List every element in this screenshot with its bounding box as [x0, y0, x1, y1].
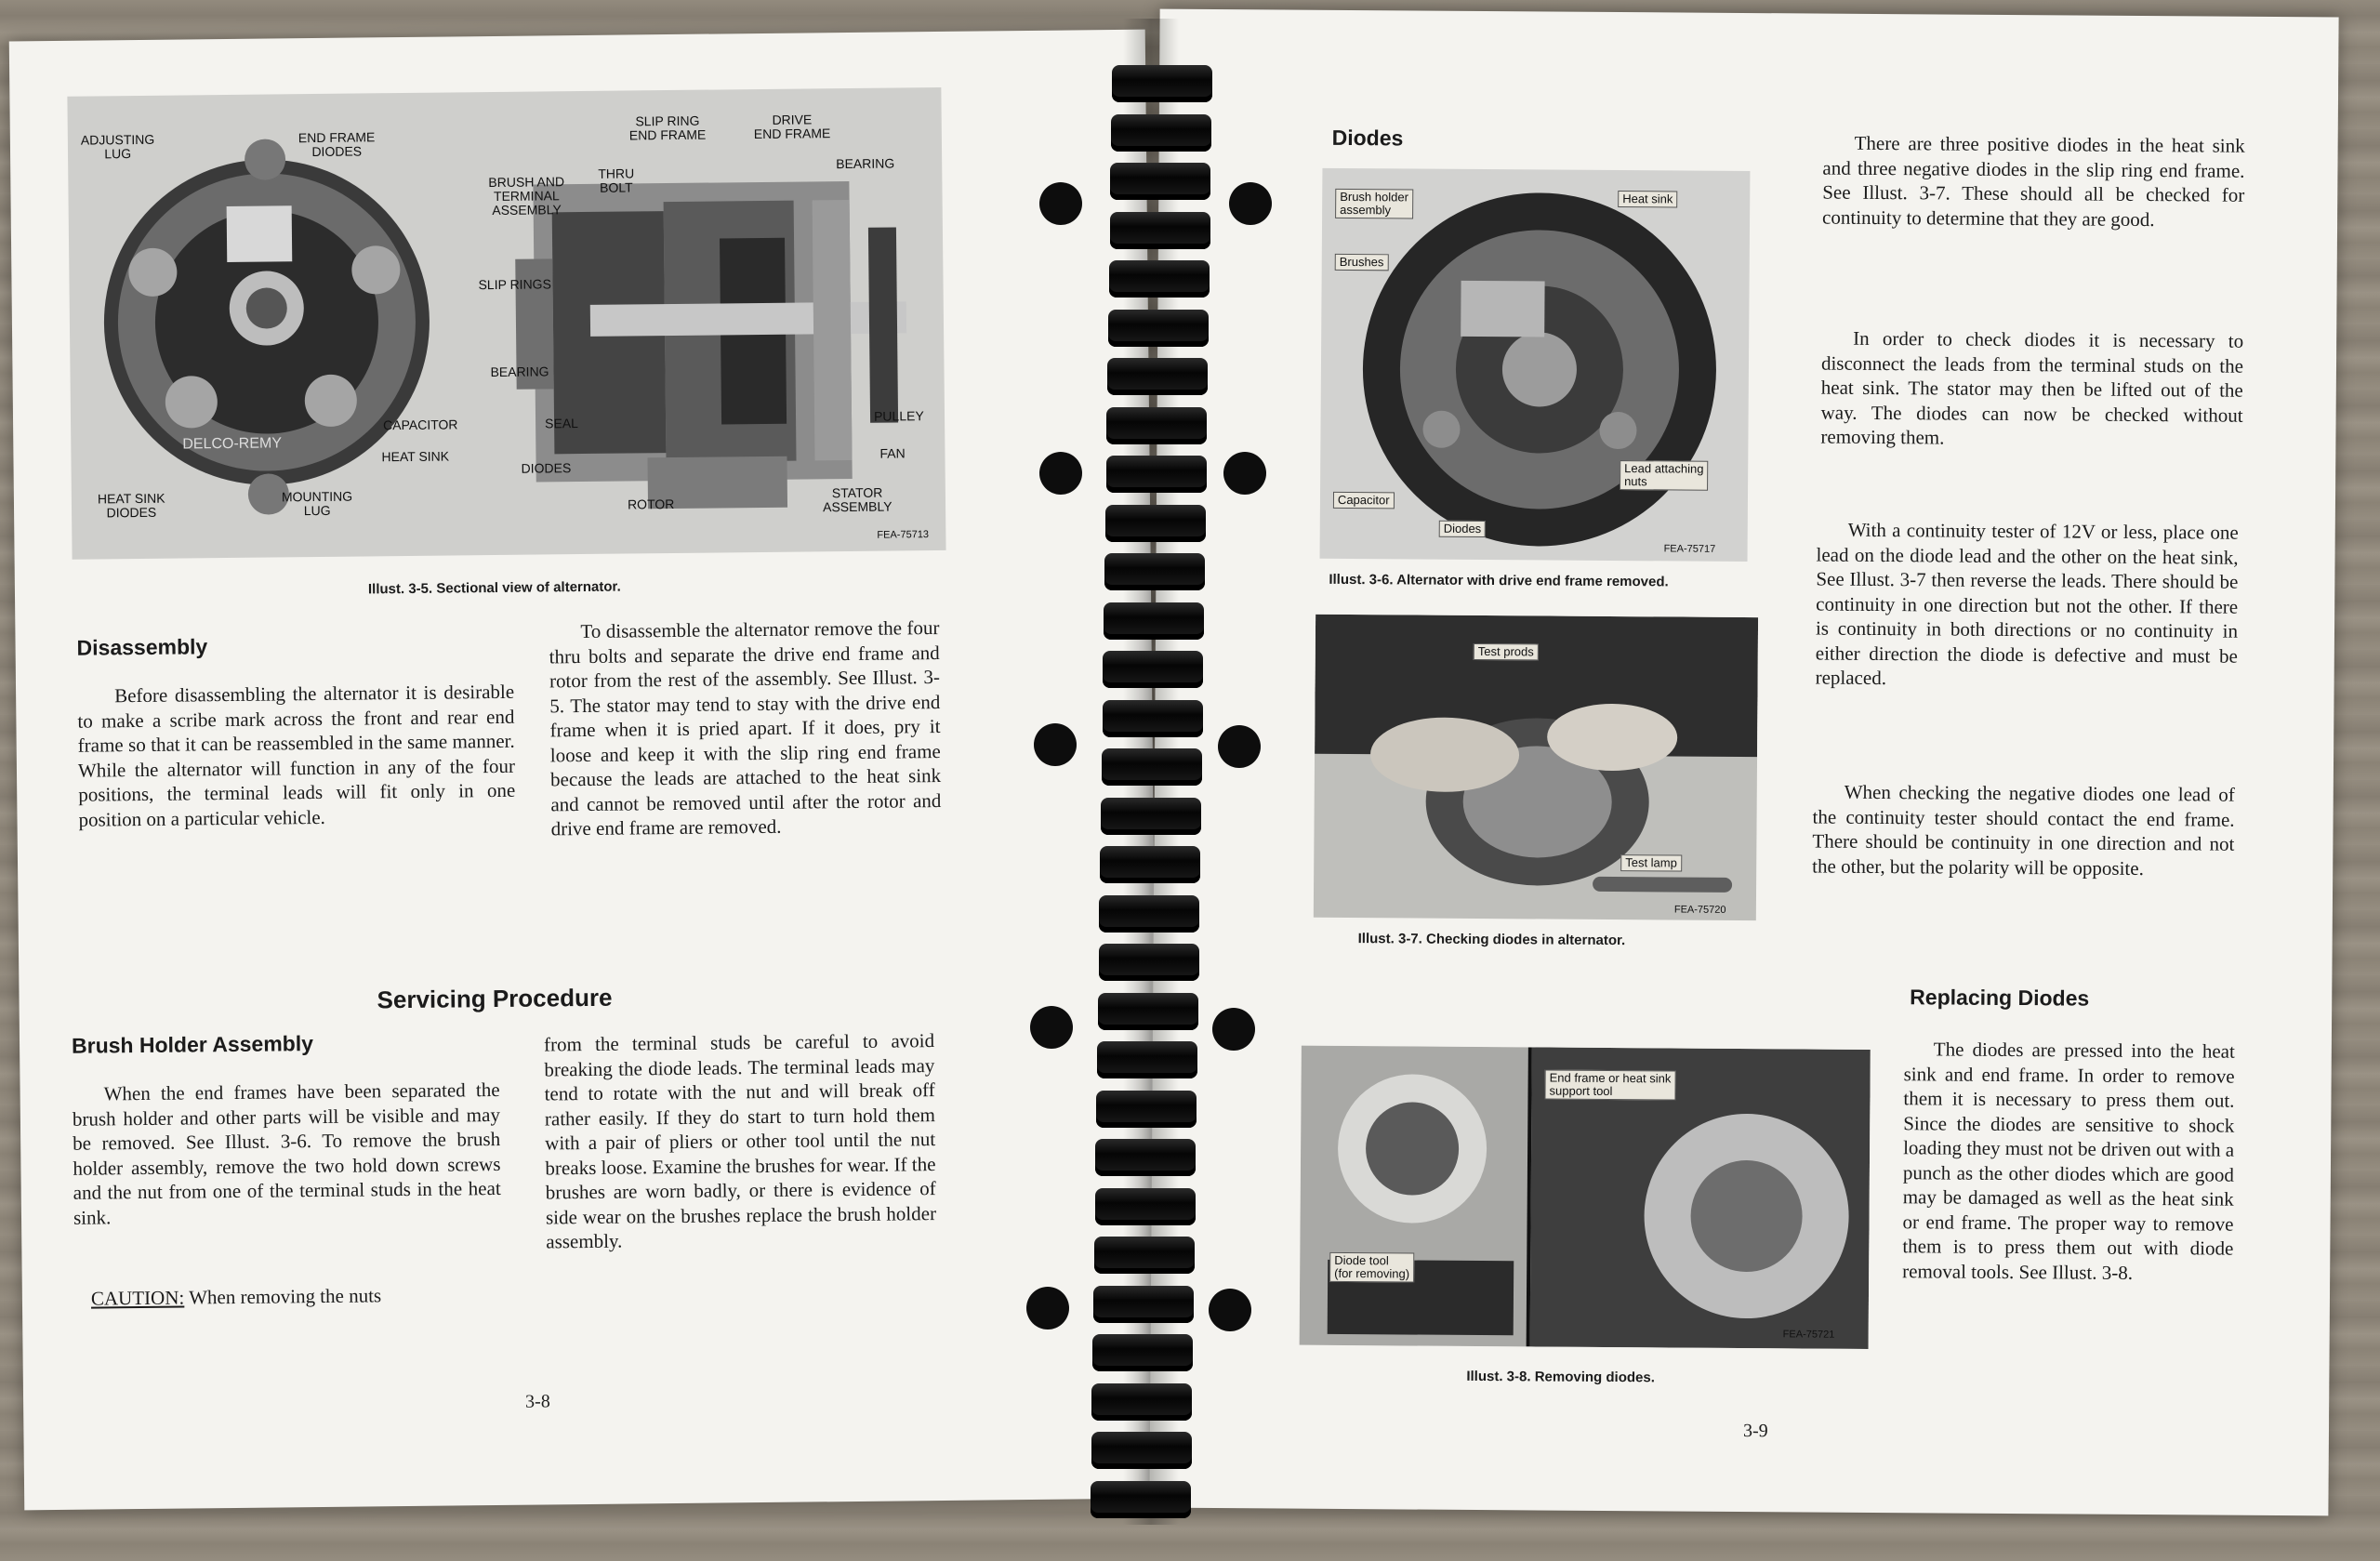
spiral-coil	[1107, 358, 1208, 395]
figure-3-5-alternator-diagram	[67, 87, 945, 560]
figure-3-6-photo	[1320, 168, 1751, 562]
replacing-diodes-heading: Replacing Diodes	[1910, 985, 2090, 1011]
label-bearing-top: BEARING	[836, 155, 895, 172]
label-mounting-lug: MOUNTING LUG	[281, 488, 353, 519]
diodes-paragraph-4: When checking the negative diodes one lead of the continuity tester should contact the end frame. There should be continuity in one direction and not the other, but the polarity will be opposite.	[1812, 780, 2235, 880]
label-brand: DELCO-REMY	[182, 435, 283, 453]
punch-hole	[1229, 182, 1272, 225]
spiral-coil	[1110, 163, 1210, 200]
brush-holder-col2: from the terminal studs be careful to avoid breaking the diode leads. The terminal leads may tend to rotate with the nut and will break off rather easily. If they do start to turn hold them with a pair of pliers or other tool until the nut breaks loose. Examine the brushes for wear. If the brushes are worn badly, or there is evidence of side wear on the brushes replace the brush holder assembly.	[543, 1029, 937, 1253]
spiral-coil	[1108, 310, 1209, 347]
label-brush-terminal-assembly: BRUSH AND TERMINAL ASSEMBLY	[488, 174, 565, 218]
figure-3-5-caption: Illust. 3-5. Sectional view of alternator.	[367, 578, 621, 598]
label-brushes: Brushes	[1335, 254, 1389, 271]
label-bearing-left: BEARING	[490, 364, 549, 380]
replacing-diodes-text: The diodes are pressed into the heat sink and end frame. In order to remove them it is necessary to press them out. Since the diodes are sensitive to shock loading they must not be driven out with a punch as the other diodes which are good may be damaged as well as the heat sink or end frame. The proper way to remove them is to press them out with diode removal tools. See Illust. 3-8.	[1902, 1038, 2235, 1284]
label-slip-ring-end-frame: SLIP RING END FRAME	[628, 112, 707, 143]
spiral-coil	[1102, 748, 1202, 786]
caution-line	[91, 1282, 500, 1311]
spiral-coil	[1099, 895, 1199, 933]
label-diodes: Diodes	[1439, 521, 1487, 537]
figure-3-7-caption: Illust. 3-7. Checking diodes in alternator.	[1357, 931, 1626, 949]
spiral-coil	[1109, 260, 1210, 298]
spiral-coil	[1091, 1432, 1192, 1469]
diodes-paragraph-1: There are three positive diodes in the heat sink and three negative diodes in the slip ring end frame. See Illust. 3-7. These should all be checked for continuity to determine that they are good.	[1822, 131, 2245, 231]
page-number-left: 3-8	[524, 1391, 550, 1412]
punch-hole	[1223, 452, 1266, 495]
label-heat-sink: Heat sink	[1618, 191, 1677, 207]
figure-code: FEA-75717	[1663, 543, 1716, 555]
spiral-coil	[1099, 944, 1199, 981]
caution-text: When removing the nuts	[188, 1284, 382, 1309]
page-number-right: 3-9	[1742, 1421, 1768, 1442]
label-diode-tool: Diode tool (for removing)	[1329, 1252, 1414, 1283]
diodes-paragraph-2: In order to check diodes it is necessary to disconnect the leads from the terminal studs on the heat sink. The stator may then be lifted out of the way. The diodes can now be checked without removing them.	[1820, 326, 2244, 449]
disassembly-col2: To disassemble the alternator remove the four thru bolts and separate the drive end frame and rotor from the rest of the assembly. See Illust. 3-5. The stator may tend to stay with the drive end frame when it is pried apart. If it does, pry it loose and keep it with the slip ring end frame because the leads are attached to the heat sink and cannot be removed until after the rotor and drive end frame are removed.	[549, 615, 942, 840]
brush-holder-col1: When the end frames have been separated the brush holder and other parts will be visible and may be removed. See Illust. 3-6. To remove the brush holder assembly, remove the two hold down screws and the nut from one of the terminal studs in the heat sink.	[72, 1078, 501, 1229]
figure-code: FEA-75721	[1782, 1329, 1835, 1341]
spiral-coil	[1103, 651, 1203, 688]
spiral-coil	[1104, 602, 1204, 640]
figure-code: FEA-75713	[877, 529, 930, 541]
figure-3-7-photo	[1314, 615, 1758, 920]
left-page	[9, 30, 1160, 1511]
disassembly-heading: Disassembly	[76, 634, 208, 660]
punch-hole	[1030, 1006, 1073, 1049]
alternator-drawing	[67, 87, 945, 560]
label-brush-holder-assembly: Brush holder assembly	[1335, 189, 1413, 219]
spiral-coil	[1095, 1188, 1196, 1225]
label-adjusting-lug: ADJUSTING LUG	[80, 131, 155, 162]
right-page	[1149, 9, 2338, 1516]
spiral-coil	[1094, 1237, 1195, 1274]
disassembly-col1: Before disassembling the alternator it is desirable to make a scribe mark across the front and rear end frame so that it can be reassembled in the same manner. While the alternator will function in any of the four positions, the terminal leads will fit only in one position on a particular vehicle.	[77, 680, 516, 831]
label-pulley: PULLEY	[873, 408, 924, 424]
diodes-heading: Diodes	[1331, 125, 1404, 151]
spiral-coil	[1105, 505, 1206, 542]
label-slip-rings: SLIP RINGS	[478, 276, 551, 293]
spiral-coil	[1098, 993, 1198, 1030]
label-capacitor: CAPACITOR	[383, 417, 458, 433]
spiral-coil	[1101, 798, 1201, 835]
spiral-coil	[1104, 553, 1205, 590]
spiral-coil	[1106, 407, 1207, 444]
spiral-coil	[1095, 1139, 1196, 1176]
spiral-coil	[1097, 1041, 1197, 1078]
label-capacitor: Capacitor	[1333, 492, 1395, 509]
figure-3-8-photo	[1300, 1046, 1871, 1349]
label-fan: FAN	[879, 445, 906, 461]
caution-label: CAUTION:	[90, 1286, 185, 1310]
punch-hole	[1039, 452, 1082, 495]
punch-hole	[1209, 1289, 1251, 1331]
spiral-coil	[1093, 1286, 1194, 1323]
label-drive-end-frame: DRIVE END FRAME	[753, 112, 831, 142]
label-seal: SEAL	[545, 416, 578, 431]
label-lead-attaching-nuts: Lead attaching nuts	[1620, 460, 1709, 491]
label-end-frame-diodes: END FRAME DIODES	[298, 129, 376, 160]
spiral-coil	[1091, 1481, 1191, 1518]
figure-3-8-caption: Illust. 3-8. Removing diodes.	[1466, 1368, 1655, 1386]
label-heat-sink-diodes: HEAT SINK DIODES	[97, 490, 165, 521]
spiral-coil	[1091, 1383, 1192, 1421]
label-diodes: DIODES	[521, 460, 572, 476]
spiral-coil	[1112, 65, 1212, 102]
spiral-coil	[1110, 212, 1210, 249]
spiral-coil	[1100, 846, 1200, 883]
servicing-procedure-heading: Servicing Procedure	[377, 983, 613, 1014]
label-support-tool: End frame or heat sink support tool	[1544, 1070, 1675, 1101]
label-heat-sink: HEAT SINK	[381, 448, 450, 465]
label-stator-assembly: STATOR ASSEMBLY	[822, 484, 892, 515]
label-thru-bolt: THRU BOLT	[598, 165, 635, 195]
brush-holder-heading: Brush Holder Assembly	[71, 1031, 314, 1058]
figure-3-6-caption: Illust. 3-6. Alternator with drive end frame removed.	[1329, 571, 1669, 590]
punch-hole	[1212, 1008, 1255, 1051]
punch-hole	[1026, 1287, 1069, 1329]
punch-hole	[1034, 723, 1077, 766]
label-test-prods: Test prods	[1474, 643, 1539, 660]
spiral-coil	[1103, 700, 1203, 737]
diodes-paragraph-3: With a continuity tester of 12V or less, place one lead on the diode lead and the other on the heat sink, See Illust. 3-7 then reverse the leads. There should be continuity in one direction but not the other. If there is continuity in both directions or no continuity in either direction the diode is defective and must be replaced.	[1815, 518, 2239, 690]
spiral-coil	[1096, 1091, 1197, 1128]
punch-hole	[1218, 725, 1261, 768]
figure-code: FEA-75720	[1673, 904, 1726, 916]
punch-hole	[1039, 182, 1082, 225]
spiral-coil	[1092, 1334, 1193, 1371]
label-rotor: ROTOR	[627, 496, 675, 512]
spiral-coil	[1106, 456, 1207, 493]
label-test-lamp: Test lamp	[1620, 854, 1682, 871]
spiral-coil	[1111, 114, 1211, 152]
